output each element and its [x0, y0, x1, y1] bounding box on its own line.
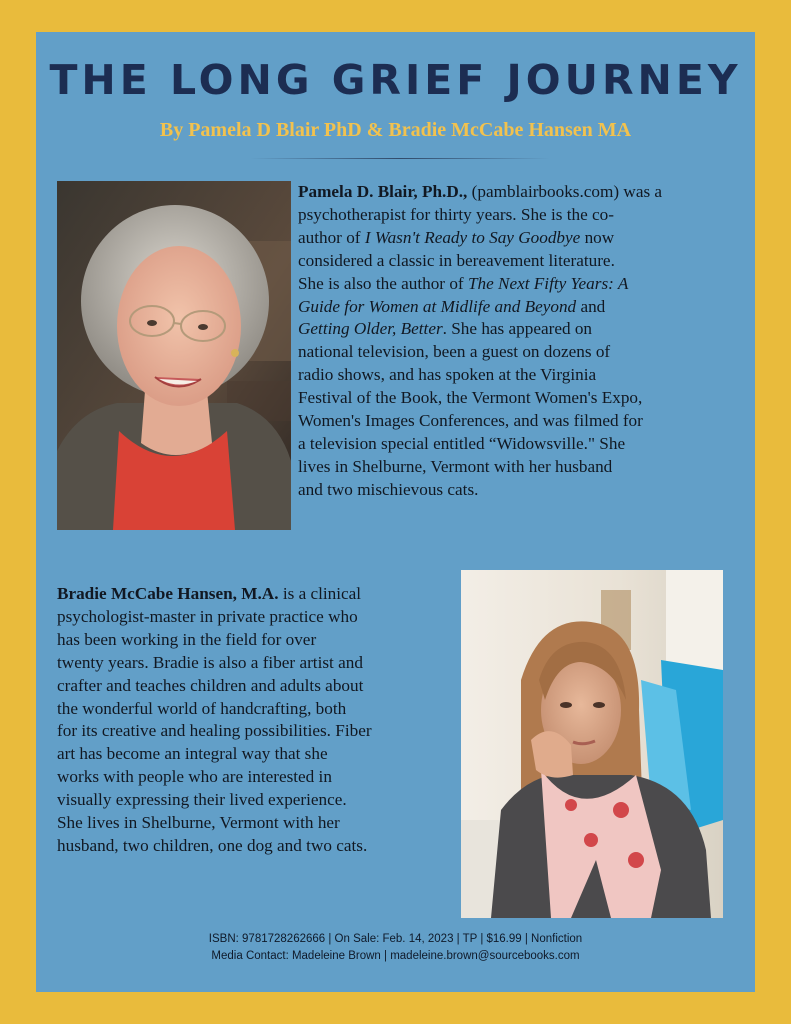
author-name: Bradie McCabe Hansen, M.A. — [57, 584, 279, 603]
bio-line — [57, 789, 457, 812]
bio-text: psychotherapist for thirty years. She is the co- — [298, 204, 614, 224]
bio-text: psychologist-master in private practice who — [57, 606, 358, 626]
bio-text: Festival of the Book, the Vermont Women's Expo, — [298, 388, 643, 408]
bio-line — [298, 318, 744, 341]
bio-text: She lives in Shelburne, Vermont with her — [57, 813, 340, 833]
author2-bio — [57, 583, 457, 858]
bio-text: husband, two children, one dog and two cats. — [57, 835, 368, 855]
bio-text: She is also the author of — [298, 273, 468, 293]
author1-photo — [57, 181, 291, 530]
author2-photo — [461, 570, 723, 918]
bio-text: is a clinical — [278, 584, 362, 603]
bio-text: has been working in the field for over — [57, 629, 317, 649]
book-title: Guide for Women at Midlife and Beyond — [298, 296, 577, 316]
book-info: ISBN: 9781728262666 | On Sale: Feb. 14, 2023 | TP | $16.99 | Nonfiction — [208, 933, 583, 945]
bio-text: now — [580, 227, 615, 247]
bio-line — [298, 250, 744, 273]
bio-line — [57, 652, 457, 675]
bio-line — [57, 743, 457, 766]
bio-text: considered a classic in bereavement literature. — [298, 250, 615, 270]
bio-text: author of — [298, 227, 365, 247]
bio-line — [57, 720, 457, 743]
bio-line — [298, 387, 744, 410]
bio-line — [57, 583, 457, 606]
bio-text: lives in Shelburne, Vermont with her husband — [298, 456, 613, 476]
bio-text: a television special entitled “Widowsville." She — [298, 433, 626, 453]
bio-text: crafter and teaches children and adults about — [57, 675, 364, 695]
bio-text: national television, been a guest on dozens of — [298, 342, 611, 362]
bio-text: . She has appeared on — [442, 319, 593, 339]
bio-line — [57, 812, 457, 835]
book-title: The Next Fifty Years: A — [467, 273, 629, 293]
bio-text: twenty years. Bradie is also a fiber artist and — [57, 652, 363, 672]
bio-line — [57, 698, 457, 721]
bio-line — [57, 835, 457, 858]
bio-text: works with people who are interested in — [57, 767, 332, 787]
author1-bio — [298, 181, 744, 502]
bio-line — [298, 456, 744, 479]
bio-line — [57, 606, 457, 629]
bio-text: art has become an integral way that she — [57, 744, 328, 764]
bio-text: (pamblairbooks.com) was a — [467, 182, 663, 201]
bio-text: Women's Images Conferences, and was filmed for — [298, 411, 643, 431]
author-name: Pamela D. Blair, Ph.D., — [298, 182, 468, 201]
bio-text: and two mischievous cats. — [298, 479, 479, 499]
bio-line — [298, 273, 744, 296]
media-contact: Media Contact: Madeleine Brown | madeleine.brown@sourcebooks.com — [211, 950, 580, 962]
bio-text: and — [576, 296, 606, 316]
bio-text: the wonderful world of handcrafting, both — [57, 698, 347, 718]
page-title: THE LONG GRIEF JOURNEY — [49, 56, 742, 104]
bio-line — [298, 204, 744, 227]
title-divider — [250, 158, 550, 159]
bio-line — [57, 766, 457, 789]
bio-line — [298, 433, 744, 456]
bio-text: radio shows, and has spoken at the Virginia — [298, 365, 597, 385]
bio-line — [298, 227, 744, 250]
bio-line — [298, 296, 744, 319]
bio-line — [57, 675, 457, 698]
flyer-panel — [36, 32, 755, 992]
bio-line — [57, 629, 457, 652]
bio-text: visually expressing their lived experience. — [57, 790, 347, 810]
book-title: I Wasn't Ready to Say Goodbye — [364, 227, 581, 247]
bio-line — [298, 181, 744, 204]
bio-line — [298, 341, 744, 364]
bio-line — [298, 479, 744, 502]
bio-line — [298, 364, 744, 387]
bio-text: for its creative and healing possibilities. Fiber — [57, 721, 372, 741]
byline: By Pamela D Blair PhD & Bradie McCabe Hansen MA — [159, 119, 632, 141]
bio-line — [298, 410, 744, 433]
book-title: Getting Older, Better — [298, 319, 443, 339]
